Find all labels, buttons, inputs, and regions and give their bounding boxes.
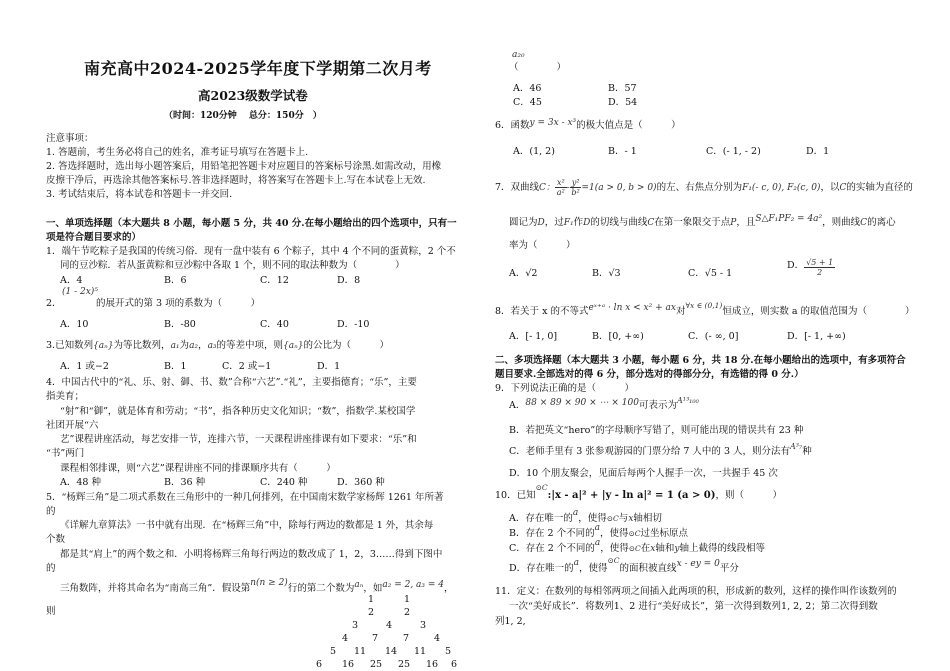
triangle-cell: 7 (372, 633, 379, 644)
q7-text: 作 (573, 217, 584, 228)
exam-subtitle: 高2023级数学试卷 (198, 88, 308, 103)
q10-text: 轴相切 (633, 513, 662, 524)
q9-option-label: A． (509, 400, 526, 411)
q6-option-b[interactable]: B．- 1 (608, 146, 637, 157)
q10-text: 在 (640, 543, 651, 554)
q7-option-d[interactable] (787, 258, 835, 277)
q6-text: 的极大值点是（ ） (576, 120, 681, 131)
triangle-cell: 11 (354, 646, 367, 657)
q8-stem (495, 303, 915, 317)
q2-option-b[interactable]: B．-80 (164, 319, 196, 330)
q5-stem-cont: 《详解九章算法》一书中就有出现．在“杨辉三角”中，除每行两边的数都是 1 外，其余每 (60, 520, 434, 531)
q7-stem (495, 178, 913, 197)
q6-option-c[interactable]: C．(- 1, - 2) (706, 146, 761, 157)
q10-circle-equation: :|x - a|² + |y - ln a|² = 1 (a > 0) (547, 490, 716, 501)
q1-stem-cont: 同的豆沙粽．若从蛋黄粽和豆沙粽中各取 1 个，则不同的取法种数为（ ） (60, 260, 405, 271)
q10-option-a[interactable] (509, 510, 662, 524)
q5-stem-cont: 的 (46, 506, 56, 517)
q10-x-symbol: x (628, 514, 634, 524)
q2-option-d[interactable]: D．-10 (337, 319, 370, 330)
q10-x-symbol: x (650, 544, 656, 554)
triangle-cell: 2 (404, 607, 411, 618)
q10-option-b[interactable] (509, 525, 688, 539)
q3-a1: a₁ (170, 341, 180, 351)
q7-frac-num: √5 + 1 (806, 258, 834, 267)
q9-option-a-text: 可表示为 (638, 400, 677, 411)
triangle-cell: 6 (451, 659, 458, 670)
q7-stem-cont: 率为（ ） (509, 240, 576, 251)
q9-option-a-expr: 88 × 89 × 90 × ⋯ × 100 (525, 398, 639, 408)
q7-stem-cont (509, 214, 896, 228)
section1-heading-cont: 项是符合题目要求的） (46, 232, 142, 243)
triangle-cell: 25 (370, 659, 383, 670)
q11-stem: 11．定义：在数列的每相邻两项之间插入此两项的积，形成新的数列，这样的操作叫作该数列的 (495, 586, 897, 597)
q10-text: A．存在唯一的 (509, 513, 573, 524)
triangle-cell: 3 (420, 620, 427, 631)
q2-stem: 的展开式的第 3 项的系数为（ ） (96, 298, 261, 309)
q4-stem-cont: “射”和“御”，就是体育和劳动；“书”，指各种历史文化知识；“数”，指数学.某校国学 (60, 406, 416, 417)
q7-text: 的左、右焦点分别为 (656, 182, 743, 193)
triangle-cell: 5 (445, 646, 452, 657)
q4-stem-cont: 艺”课程讲座活动，每艺安排一节，连排六节，一天课程讲座排课有如下要求：“乐”和 (60, 434, 417, 445)
q10-circle-symbol: ⊙C (628, 529, 641, 538)
q2-option-c[interactable]: C．40 (260, 319, 289, 330)
q7-d-symbol: D (583, 218, 591, 228)
q8-option-b[interactable]: B．[0, +∞) (592, 331, 644, 342)
q4-option-c[interactable]: C．240 种 (260, 477, 308, 488)
q10-text: B．存在 2 个不同的 (509, 528, 595, 539)
q7-option-d-label: D． (787, 260, 805, 271)
q8-range: ∀x ∈ (0,1) (685, 301, 723, 310)
triangle-cell: 25 (398, 659, 411, 670)
q10-text: ，使得 (600, 543, 629, 554)
q10-text: 平分 (719, 563, 739, 574)
q5-stem-cont: 个数 (46, 534, 66, 545)
q8-option-d[interactable]: D．[- 1, +∞) (787, 331, 846, 342)
q3-option-c[interactable]: C．2 或−1 (222, 361, 272, 372)
q10-text: D．存在唯一的 (509, 563, 574, 574)
triangle-cell: 16 (342, 659, 355, 670)
q7-text: 圆记为 (509, 217, 538, 228)
q10-stem (495, 483, 783, 501)
q6-text: 6．函数 (495, 120, 530, 131)
q5-stem-cont: 的 (46, 563, 56, 574)
q9-option-b[interactable]: B．若把英文“hero”的字母顺序写错了，则可能出现的错误共有 23 种 (509, 425, 804, 436)
q7-f1-symbol: F₁ (563, 218, 574, 228)
q3-sequence: {aₙ} (283, 341, 304, 351)
q5-text: ， (444, 583, 454, 594)
q2-number: 2． (46, 298, 62, 309)
q7-text: ，则曲线 (822, 217, 861, 228)
q10-a-symbol: a (573, 558, 579, 568)
q3-a2: a₂ (189, 341, 199, 351)
q9-option-c-text: 种 (802, 446, 812, 457)
q10-line-equation: x - ey = 0 (676, 559, 720, 569)
q4-option-d[interactable]: D．360 种 (337, 477, 385, 488)
q7-text: 在第一象限交于点 (654, 217, 731, 228)
notice-item: 3. 考试结束后，将本试卷和答题卡一并交回. (46, 189, 233, 200)
q7-frac-den: 2 (817, 268, 823, 277)
q9-option-c-text: C．老师手里有 3 张参观游园的门票分给 7 人中的 3 人，则分法有 (509, 446, 791, 457)
q8-inequality: eˣ⁺ᵃ · ln x < x² + ax (588, 303, 676, 313)
q7-minus: - (566, 183, 570, 193)
q3-option-b[interactable]: B．1 (164, 361, 187, 372)
exam-meta: （时间：120分钟 总分：150分 ） (164, 111, 322, 121)
q7-condition: =1(a > 0, b > 0) (581, 183, 657, 193)
q3-text: 的等差中项，则 (216, 340, 284, 351)
q9-option-c[interactable] (509, 443, 812, 457)
q10-circle-symbol: ⊙C (606, 514, 619, 523)
q8-text: 8．若关于 x 的不等式 (495, 306, 589, 317)
triangle-cell: 3 (352, 620, 359, 631)
q2-option-a[interactable]: A．10 (60, 319, 89, 330)
q5-option-b[interactable]: B．57 (608, 83, 637, 94)
triangle-cell: 1 (368, 594, 375, 605)
q10-circle-symbol: ⊙C (535, 483, 548, 492)
q3-stem (46, 337, 389, 351)
q7-text: 的切线与曲线 (590, 217, 648, 228)
q6-stem (495, 117, 681, 131)
q3-option-a[interactable]: A．1 或−2 (60, 361, 109, 372)
q3-text: 的公比为（ ） (303, 340, 390, 351)
q5-a20: a₂₀ (512, 50, 525, 60)
q10-text: 过坐标原点 (640, 528, 689, 539)
q5-n-condition: n(n ≥ 2) (250, 578, 288, 588)
q9-option-a-perm: A¹³₁₀₀ (676, 396, 699, 405)
q7-area-condition: S△F₁PF₂ = 4a² (755, 214, 823, 224)
q10-text: ，则（ ） (715, 490, 783, 501)
q3-text: 为 (179, 340, 190, 351)
triangle-cell: 7 (403, 633, 410, 644)
notice-heading: 注意事项： (46, 133, 94, 144)
q1-option-d[interactable]: D．8 (337, 275, 361, 286)
q10-text: 轴上截得的线段相等 (679, 543, 765, 554)
triangle-cell: 6 (316, 659, 323, 670)
triangle-cell: 16 (426, 659, 439, 670)
q10-text: 的面积被直线 (619, 563, 677, 574)
q3-text: 为等比数列， (113, 340, 171, 351)
q11-stem-cont: 一次“美好成长”．将数列1、2 进行“美好成长”，第一次得到数列1, 2, 2；第二次得到数 (509, 601, 878, 612)
q5-an: aₙ (354, 580, 364, 590)
q8-option-a[interactable]: A．[- 1, 0] (509, 331, 558, 342)
q5-option-a[interactable]: A．46 (513, 83, 542, 94)
notice-item: 皮擦干净后，再选涂其他答案标号.答非选择题时，将答案写在答题卡上.写在本试卷上无效. (46, 175, 426, 186)
q1-option-c[interactable]: C．12 (260, 275, 289, 286)
q7-frac-den: a² (556, 188, 565, 197)
q10-a-symbol: a (594, 538, 601, 548)
q7-option-c[interactable]: C．√5 - 1 (688, 268, 733, 279)
triangle-cell: 1 (404, 594, 411, 605)
triangle-cell: 14 (385, 646, 398, 657)
q7-p-symbol: P (730, 218, 737, 228)
triangle-cell: 11 (414, 646, 427, 657)
q10-a-symbol: a (594, 523, 600, 533)
triangle-cell: 4 (342, 633, 349, 644)
q7-fraction (570, 178, 582, 197)
q10-y-symbol: y (674, 544, 680, 554)
notice-item: 1. 答题前，考生务必将自己的姓名，准考证号填写在答题卡上. (46, 147, 309, 158)
q5-answer-blank: （ ） (509, 62, 567, 73)
q8-text: 对 (675, 306, 686, 317)
q8-text: 恒成立，则实数 a 的取值范围为（ ） (722, 306, 915, 317)
q5-stem-cont (60, 580, 454, 594)
q10-circle-symbol: ⊙C (607, 556, 620, 565)
q7-text: ，以 (820, 182, 840, 193)
triangle-cell: 5 (330, 646, 337, 657)
q7-c-symbol: C (839, 183, 847, 193)
q6-expression: y = 3x - x³ (529, 118, 577, 128)
q10-a-symbol: a (572, 508, 579, 518)
q6-option-a[interactable]: A．(1, 2) (513, 146, 555, 157)
q7-frac-den: b² (571, 188, 580, 197)
q7-text: ，过 (544, 217, 564, 228)
q7-option-a[interactable]: A．√2 (509, 268, 538, 279)
q10-text: ，使得 (579, 563, 608, 574)
q9-stem: 9．下列说法正确的是（ ） (495, 383, 635, 394)
q9-option-d[interactable]: D．10 个朋友聚会，见面后每两个人握手一次，一共握手 45 次 (509, 468, 778, 479)
q7-option-d-fraction (804, 258, 835, 277)
q7-text: 的离心 (867, 217, 896, 228)
q4-stem: 4．中国古代中的“礼、乐、射、御、书、数”合称“六艺”.“礼”，主要指德育；“乐”，主要 (46, 377, 417, 388)
q3-option-d[interactable]: D．1 (317, 361, 341, 372)
q3-text: 3.已知数列 (46, 340, 94, 351)
q7-text: ，且 (736, 217, 756, 228)
q7-text: 7．双曲线 (495, 182, 540, 193)
exam-title: 南充高中2024-2025学年度下学期第二次月考 (84, 59, 432, 78)
q5-stem-cont: 则 (46, 606, 56, 617)
q7-frac-num: y² (571, 178, 580, 187)
q5-text: ，如 (363, 583, 383, 594)
q7-foci: F₁(- c, 0), F₂(c, 0) (742, 183, 821, 193)
q9-option-a[interactable] (509, 397, 699, 411)
triangle-cell: 2 (368, 607, 375, 618)
q7-c-symbol: C (647, 218, 655, 228)
triangle-cell: 4 (434, 633, 441, 644)
triangle-cell: 4 (386, 620, 393, 631)
q10-text: 10．已知 (495, 490, 536, 501)
q7-fraction (555, 178, 567, 197)
q1-option-a[interactable]: A．4 (60, 275, 83, 286)
q10-text: ，使得 (578, 513, 607, 524)
q11-stem-cont: 列1, 2, (495, 616, 526, 627)
q5-text: 三角数阵，并将其命名为“南高三角”．假设第 (60, 583, 251, 594)
q3-sequence: {aₙ} (93, 341, 114, 351)
q10-text: ，使得 (599, 528, 629, 539)
q7-d-symbol: D (537, 218, 545, 228)
q1-stem: 1．端午节吃粽子是我国的传统习俗．现有一盘中装有 6 个粽子，其中 4 个不同的蛋黄粽，2 个不 (46, 246, 456, 257)
q7-c-symbol: C (860, 218, 868, 228)
q7-curve-label: C： (539, 183, 555, 193)
q10-text: 与 (618, 513, 629, 524)
q5-option-c[interactable]: C．45 (513, 97, 542, 108)
q7-text: 的实轴为直径的 (846, 182, 913, 193)
q10-option-d[interactable] (509, 556, 739, 574)
q5-text: 行的第二个数为 (287, 583, 355, 594)
q4-option-b[interactable]: B．36 种 (164, 477, 206, 488)
q8-option-c[interactable]: C．(- ∞, 0] (688, 331, 739, 342)
q5-given-values: a₂ = 2, a₃ = 4 (382, 580, 445, 590)
q7-frac-num: x² (556, 178, 565, 187)
q5-stem: 5．“杨辉三角”是二项式系数在三角形中的一种几何排列，在中国南宋数学家杨辉 1261 年所著 (46, 492, 444, 503)
q10-circle-symbol: ⊙C (628, 544, 641, 553)
q7-option-b[interactable]: B．√3 (592, 268, 621, 279)
q10-text: 轴和 (655, 543, 675, 554)
q6-option-d[interactable]: D．1 (806, 146, 830, 157)
q9-option-c-perm: A³₇ (790, 442, 803, 451)
q4-stem-cont: “书”两门 (46, 448, 85, 459)
section1-heading: 一、单项选择题（本大题共 8 小题，每小题 5 分，共 40 分.在每小题给出的四个选项中，只有一 (46, 218, 457, 229)
q2-expression: (1 - 2x)⁵ (62, 287, 98, 297)
notice-item: 2. 答选择题时，选出每小题答案后，用铅笔把答题卡对应题目的答案标号涂黑.如需改动，用橡 (46, 161, 442, 172)
q5-option-d[interactable]: D．54 (608, 97, 638, 108)
q5-stem-cont: 都是其“肩上”的两个数之和．小明将杨辉三角每行两边的数改成了 1，2，3……得到下图中 (60, 549, 443, 560)
q4-stem-cont: 社团开展“六 (46, 420, 99, 431)
q4-stem-cont: 指美育； (46, 391, 85, 402)
q10-text: C．存在 2 个不同的 (509, 543, 595, 554)
section2-heading: 二、多项选择题（本大题共 3 小题，每小题 6 分，共 18 分.在每小题给出的选项中，有多项符合 (495, 355, 906, 366)
q4-option-a[interactable]: A．48 种 (60, 477, 101, 488)
q3-a3: a₃ (207, 341, 217, 351)
q10-option-c[interactable] (509, 540, 765, 554)
q1-option-b[interactable]: B．6 (164, 275, 187, 286)
q3-text: ， (198, 340, 208, 351)
q4-stem-cont: 课程相邻排课，则“六艺”课程讲座不同的排课顺序共有（ ） (60, 463, 336, 474)
section2-heading-cont: 题目要求.全部选对的得 6 分，部分选对的得部分分，有选错的得 0 分.） (495, 369, 804, 380)
